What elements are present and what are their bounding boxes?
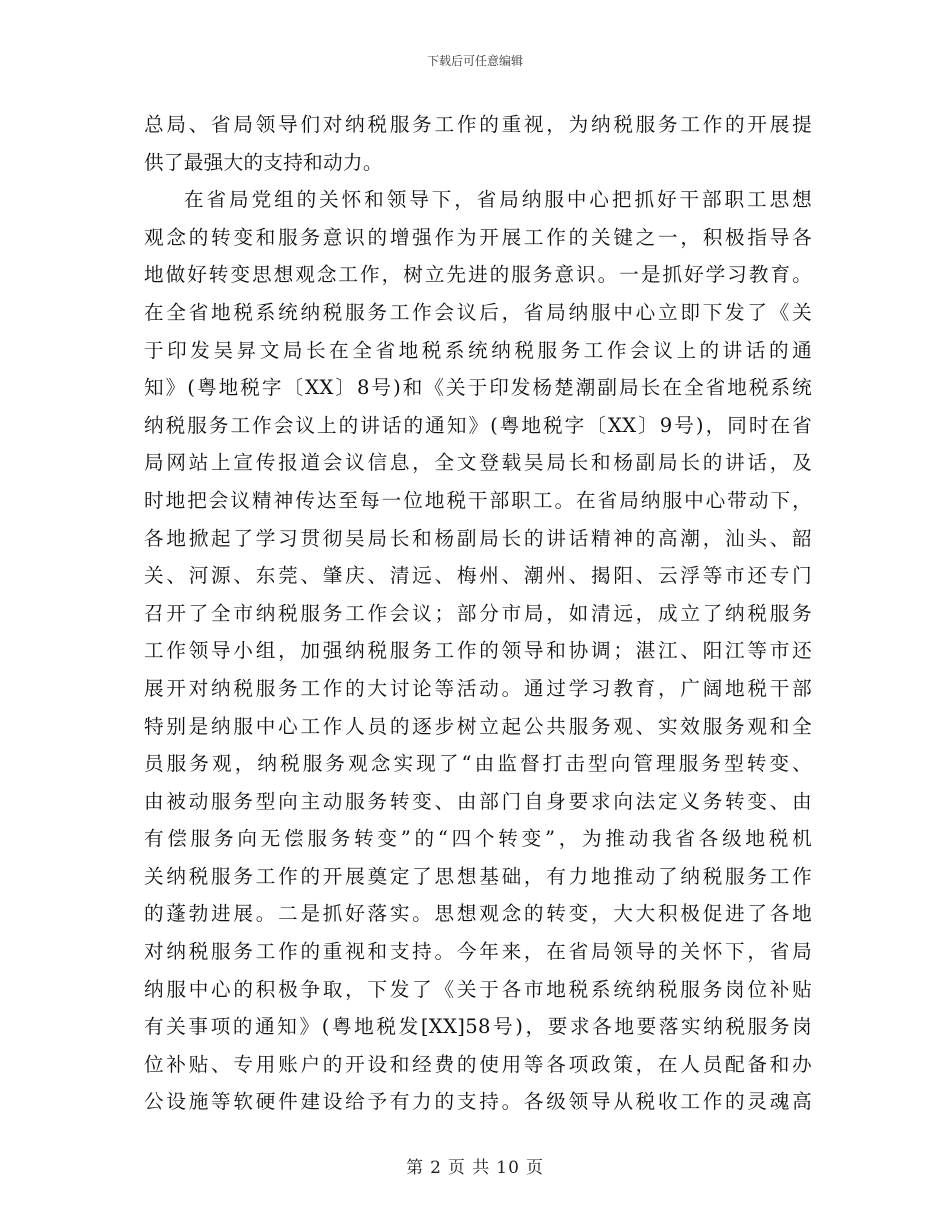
text-line: 关、河源、东莞、肇庆、清远、梅州、潮州、揭阳、云浮等市还专门 [144, 564, 812, 588]
total-pages: 10 [496, 1158, 520, 1178]
page-number: 2 [430, 1158, 442, 1178]
page-header: 下载后可任意编辑 [426, 54, 523, 68]
text-line: 地做好转变思想观念工作，树立先进的服务意识。一是抓好学习教育。 [144, 263, 812, 287]
text-line: 公设施等软硬件建设给予有力的支持。各级领导从税收工作的灵魂高 [144, 1090, 812, 1114]
text-line: 在省局党组的关怀和领导下，省局纳服中心把抓好干部职工思想 [184, 188, 812, 212]
footer-prefix: 第 [406, 1158, 425, 1178]
text-line: 特别是纳服中心工作人员的逐步树立起公共服务观、实效服务观和全 [144, 714, 812, 738]
text-line: 在全省地税系统纳税服务工作会议后，省局纳服中心立即下发了《关 [144, 300, 812, 324]
text-line: 展开对纳税服务工作的大讨论等活动。通过学习教育，广阔地税干部 [144, 676, 812, 700]
footer-suffix: 页 [525, 1158, 544, 1178]
text-line: 总局、省局领导们对纳税服务工作的重视，为纳税服务工作的开展提 [144, 113, 812, 136]
page-footer [0, 1153, 950, 1178]
text-line: 对纳税服务工作的重视和支持。今年来，在省局领导的关怀下，省局 [144, 940, 812, 964]
text-line: 有关事项的通知》(粤地税发[XX]58号)，要求各地要落实纳税服务岗 [144, 1015, 812, 1039]
body-text [144, 106, 812, 1121]
text-line: 的蓬勃进展。二是抓好落实。思想观念的转变，大大积极促进了各地 [144, 902, 812, 926]
text-line: 关纳税服务工作的开展奠定了思想基础，有力地推动了纳税服务工作 [144, 864, 812, 888]
text-line: 供了最强大的支持和动力。 [144, 150, 383, 174]
footer-middle: 页 共 [447, 1158, 491, 1178]
text-line: 纳税服务工作会议上的讲话的通知》(粤地税字〔XX〕9号)，同时在省 [144, 413, 812, 437]
text-line: 于印发吴昇文局长在全省地税系统纳税服务工作会议上的讲话的通 [144, 338, 812, 362]
text-line: 位补贴、专用账户的开设和经费的使用等各项政策，在人员配备和办 [144, 1052, 812, 1076]
text-line: 时地把会议精神传达至每一位地税干部职工。在省局纳服中心带动下， [144, 488, 812, 512]
text-line: 各地掀起了学习贯彻吴局长和杨副局长的讲话精神的高潮，汕头、韶 [144, 526, 812, 550]
text-line: 知》(粤地税字〔XX〕8号)和《关于印发杨楚潮副局长在全省地税系统 [144, 376, 812, 400]
text-line: 观念的转变和服务意识的增强作为开展工作的关键之一，积极指导各 [144, 225, 812, 249]
text-line: 召开了全市纳税服务工作会议；部分市局，如清远，成立了纳税服务 [144, 601, 812, 625]
text-line: 由被动服务型向主动服务转变、由部门自身要求向法定义务转变、由 [144, 789, 812, 813]
text-line: 纳服中心的积极争取，下发了《关于各市地税系统纳税服务岗位补贴 [144, 977, 812, 1001]
text-line: 工作领导小组，加强纳税服务工作的领导和协调；湛江、阳江等市还 [144, 639, 812, 663]
text-line: 员服务观，纳税服务观念实现了“由监督打击型向管理服务型转变、 [144, 752, 813, 776]
text-line: 局网站上宣传报道会议信息，全文登载吴局长和杨副局长的讲话，及 [144, 451, 812, 475]
text-line: 有偿服务向无偿服务转变”的“四个转变”，为推动我省各级地税机 [144, 827, 812, 851]
